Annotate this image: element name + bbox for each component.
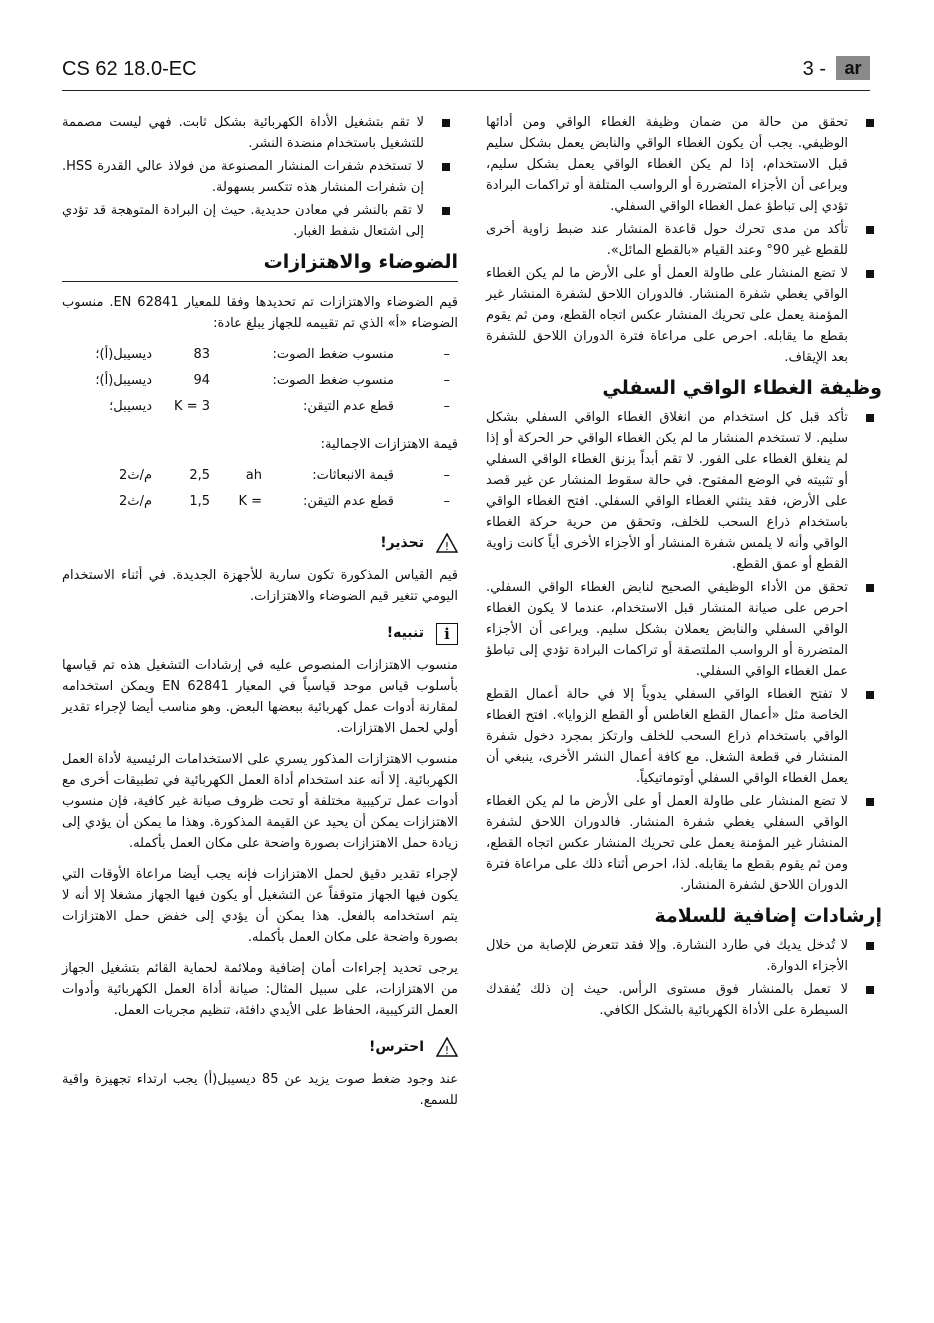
list-item: لا تستخدم شفرات المنشار المصنوعة من فولاذ عالي القدرة HSS. إن شفرات المنشار هذه تتكسر بسهولة. xyxy=(62,156,458,198)
list-item: لا تضع المنشار على طاولة العمل أو على الأرض ما لم يكن الغطاء الواقي السفلي يغطي شفرة المنشار. فالدوران اللاحق لشفرة المنشار غير المؤمنة يعمل على تحريك المنشار عكس اتجاه القطع، ومن ثم يقوم بقطع ما يقابله. لذا، احرص أثناء ذلك على مراعاة فترة الدوران اللاحق لشفرة المنشار. xyxy=(486,791,882,896)
warning-notice: ! تحذير! xyxy=(62,533,458,557)
info-notice: i تنبيه! xyxy=(62,623,458,647)
warning-triangle-icon xyxy=(436,533,458,553)
caution-notice: ! احترس! xyxy=(62,1037,458,1061)
list-item: لا تفتح الغطاء الواقي السفلي يدوياً إلا في حالة أعمال القطع الخاصة مثل «أعمال القطع الغاطس أو القطع الزوايا». افتح الغطاء الواقي باستخدام ذراع السحب للخلف وارتكز بمجرد دخول شفرة المنشار في قطعة الشغل. مع كافة أعمال النشر الأخرى، ينبغي أن يعمل الغطاء الواقي السفلي أوتوماتيكياً. xyxy=(486,684,882,789)
section-heading-lower-guard: وظيفة الغطاء الواقي السفلي xyxy=(602,377,882,399)
vibration-row: – قطع عدم التيقن: K = 1,5 م/ث2 xyxy=(119,494,450,509)
list-item: لا تقم بتشغيل الأداة الكهربائية بشكل ثابت. فهي ليست مصممة للتشغيل باستخدام منضدة النشر. xyxy=(62,112,458,154)
caution-text: عند وجود ضغط صوت يزيد عن 85 ديسيبل(أ) يجب ارتداء تجهيزة واقية للسمع. xyxy=(62,1072,458,1108)
note-paragraph: منسوب الاهتزازات المذكور يسري على الاستخدامات الرئيسية لأداة العمل الكهربائية. إلا أنه عند استخدام أداة العمل الكهربائية في تطبيقات أخرى مع أدوات عمل تركيبية مختلفة أو تحت ظروف صيانة غير كافية، فإن منسوب الاهتزازات يمكن أن يحيد عن القيمة المذكورة. وهذا ما يمكن أن يؤدي إلى زيادة حمل الاهتزازات بصورة واضحة على مكان العمل بأكمله. xyxy=(62,752,458,851)
noise-row: – قطع عدم التيقن: K = 3 ديسيبل؛ xyxy=(109,399,450,414)
info-icon: i xyxy=(436,623,458,645)
language-badge: ar xyxy=(836,56,870,80)
warning-text: قيم القياس المذكورة تكون سارية للأجهزة الجديدة. في أثناء الاستخدام اليومي تتغير قيم الضوضاء والاهتزازات. xyxy=(62,568,458,604)
note-paragraph: منسوب الاهتزازات المنصوص عليه في إرشادات التشغيل هذه تم قياسها بأسلوب قياس موحد قياسياً في المعيار EN 62841 ويمكن استخدامه لمقارنة أدوات عمل كهربائية ببعضها البعض. وهو مناسب أيضا لإجراء تقدير أولي لحمل الاهتزازات. xyxy=(62,658,458,736)
header-divider xyxy=(62,90,870,91)
list-item: تأكد من مدى تحرك حول قاعدة المنشار عند ضبط زاوية أخرى للقطع غير 90° وعند القيام «بالقطع المائل». xyxy=(486,219,882,261)
left-column xyxy=(62,112,458,1121)
right-column xyxy=(486,112,882,1023)
note-paragraph: يرجى تحديد إجراءات أمان إضافية وملائمة لحماية القائم بتشغيل الجهاز من الاهتزازات، على سبيل المثال: صيانة أداة العمل الكهربائية وأدوات العمل التركيبية، الحفاظ على الأيدي دافئة، تنظيم مجريات العمل. xyxy=(62,961,458,1018)
list-item: تحقق من الأداء الوظيفي الصحيح لنابض الغطاء الواقي السفلي. احرص على صيانة المنشار قبل الاستخدام، عندما لا يكون الغطاء الواقي السفلي والنابض يعملان بشكل سليم. ويراعى أن الأجزاء المتضررة أو الرواسب الملتصقة أو تراكمات البرادة تؤدي إلى تباطؤ عمل الغطاء الواقي السفلي. xyxy=(486,577,882,682)
noise-intro: قيم الضوضاء والاهتزازات تم تحديدها وفقا للمعيار EN 62841. منسوب الضوضاء «أ» الذي تم تقييمه للجهاز يبلغ عادة: xyxy=(62,295,458,331)
page-header xyxy=(62,58,870,86)
list-item: لا تعمل بالمنشار فوق مستوى الرأس. حيث إن ذلك يُفقدك السيطرة على الأداة الكهربائية بالشكل الكافي. xyxy=(486,979,882,1021)
section-heading-noise: الضوضاء والاهتزازات xyxy=(263,251,458,273)
svg-text:!: ! xyxy=(444,1044,450,1057)
page-number: 3 - xyxy=(802,58,826,80)
list-item: تأكد قبل كل استخدام من انغلاق الغطاء الواقي السفلي بشكل سليم. لا تستخدم المنشار ما لم يكن الغطاء الواقي حر الحركة أو إذا لم ينغلق الغطاء على الفور. لا تقم أبداً بزنق الغطاء الواقي السفلي أو تثبيته في الوضع المفتوح. في حالة سقوط المنشار عن غير قصد على الأرض، فقد ينثني الغطاء الواقي السفلي. افتح الغطاء الواقي باستخدام ذراع السحب للخلف، وتحقق من حرية حركة الغطاء الواقي وأنه لا يلمس شفرة المنشار أو الأجزاء الأخرى أياً كانت زاوية القطع أو عمق القطع. xyxy=(486,407,882,575)
list-item: تحقق من حالة من ضمان وظيفة الغطاء الواقي ومن أدائها الوظيفي. يجب أن يكون الغطاء الواقي والنابض يعمل بشكل سليم قبل الاستخدام، إذا لم يكن الغطاء الواقي يعمل بشكل سليم، ويراعى أن الأجزاء المتضررة أو الرواسب المتلفة أو تراكمات البرادة تؤدي إلى تباطؤ عمل الغطاء الواقي السفلي. xyxy=(486,112,882,217)
list-item: لا تُدخل يديك في طارد النشارة. وإلا فقد تتعرض للإصابة من خلال الأجزاء الدوارة. xyxy=(486,935,882,977)
section-heading-safety: إرشادات إضافية للسلامة xyxy=(654,905,882,927)
list-item: لا تضع المنشار على طاولة العمل أو على الأرض ما لم يكن الغطاء الواقي يغطي شفرة المنشار. فالدوران اللاحق لشفرة المنشار غير المؤمنة يعمل على تحريك المنشار عكس اتجاه القطع، ومن ثم يقوم بقطع ما يقابله. احرص على مراعاة فترة الدوران اللاحق للشفرة بعد الإيقاف. xyxy=(486,263,882,368)
list-item: لا تقم بالنشر في معادن حديدية. حيث إن البرادة المتوهجة قد تؤدي إلى اشتعال شفط الغبار. xyxy=(62,200,458,242)
noise-row: – منسوب ضغط الصوت: 94 ديسيبل(أ)؛ xyxy=(95,373,450,388)
document-code: CS 62 18.0-EC xyxy=(62,58,197,80)
note-paragraph: لإجراء تقدير دقيق لحمل الاهتزازات فإنه يجب أيضا مراعاة الأوقات التي يكون فيها الجهاز متوقفاً عن التشغيل أو يكون فيها الجهاز مشغلا إلا أنه لا يتم استخدامه بالفعل. هذا يمكن أن يؤدي إلى خفض حمل الاهتزازات بصورة واضحة على مكان العمل بأكمله. xyxy=(62,867,458,945)
section-divider xyxy=(62,281,458,282)
noise-row: – منسوب ضغط الصوت: 83 ديسيبل(أ)؛ xyxy=(95,347,450,362)
vibration-row: – قيمة الانبعاثات: ah 2,5 م/ث2 xyxy=(119,468,450,483)
vibration-heading: قيمة الاهتزازات الاجمالية: xyxy=(320,437,458,452)
warning-triangle-icon xyxy=(436,1037,458,1057)
svg-text:!: ! xyxy=(444,540,450,553)
